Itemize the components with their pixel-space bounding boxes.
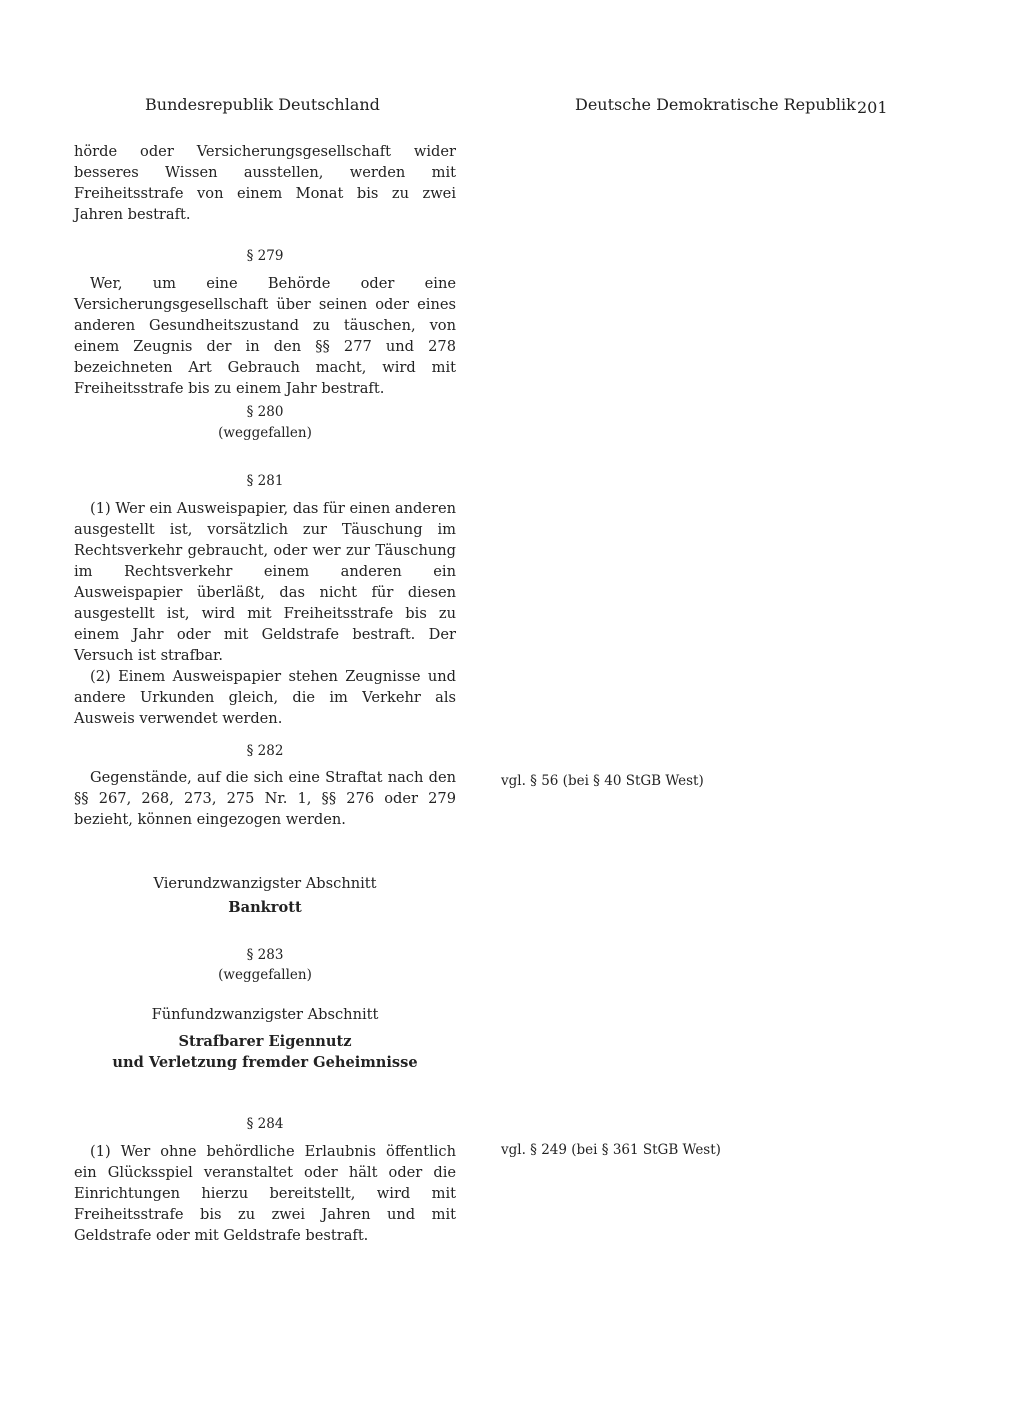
section-284-heading: § 284 bbox=[246, 1116, 284, 1132]
section-281-paragraph-1: (1) Wer ein Ausweispapier, das für einen anderen ausgestellt ist, vorsätzlich zur Täuschung im Rechtsverkehr gebraucht, oder wer zur Täuschung im Rechtsverkehr einem anderen ein Ausweispapier überläßt, das nicht für diesen ausgestellt ist, wird mit Freiheitsstrafe bis zu einem Jahr oder mit Geldstrafe bestraft. Der Versuch ist strafbar. bbox=[74, 500, 456, 664]
section-281-body bbox=[74, 498, 456, 729]
section-279-heading: § 279 bbox=[246, 248, 284, 264]
continuation-text: hörde oder Versicherungsgesellschaft wider besseres Wissen ausstellen, werden mit Freiheitsstrafe von einem Monat bis zu zwei Jahren bestraft. bbox=[74, 143, 456, 223]
chapter-24-label: Vierundzwanzigster Abschnitt bbox=[153, 875, 377, 892]
chapter-24-title: Bankrott bbox=[228, 899, 302, 916]
section-280-note: (weggefallen) bbox=[218, 425, 312, 441]
chapter-25-title-line-2: und Verletzung fremder Geheimnisse bbox=[112, 1054, 418, 1071]
section-281-heading: § 281 bbox=[246, 473, 284, 489]
section-284-body bbox=[74, 1141, 456, 1246]
cross-reference-note-284: vgl. § 249 (bei § 361 StGB West) bbox=[501, 1142, 721, 1158]
section-281-paragraph-2: (2) Einem Ausweispapier stehen Zeugnisse und andere Urkunden gleich, die im Verkehr als Ausweis verwendet werden. bbox=[74, 668, 456, 727]
continuation-paragraph bbox=[74, 141, 456, 225]
chapter-25-label: Fünfundzwanzigster Abschnitt bbox=[151, 1006, 379, 1023]
section-283-note: (weggefallen) bbox=[218, 967, 312, 983]
section-279-text: Wer, um eine Behörde oder eine Versicherungsgesellschaft über seinen oder eines anderen Gesundheitszustand zu täuschen, von einem Zeugnis der in den §§ 277 und 278 bezeichneten Art Gebrauch macht, wird mit Freiheitsstrafe bis zu einem Jahr bestraft. bbox=[74, 275, 456, 397]
section-282-body bbox=[74, 767, 456, 830]
section-280-heading: § 280 bbox=[246, 404, 284, 420]
chapter-25-title-line-1: Strafbarer Eigennutz bbox=[178, 1033, 352, 1050]
section-282-heading: § 282 bbox=[246, 743, 284, 759]
section-284-text: (1) Wer ohne behördliche Erlaubnis öffentlich ein Glücksspiel veranstaltet oder hält oder die Einrichtungen hierzu bereitstellt, wird mit Freiheitsstrafe bis zu zwei Jahren und mit Geldstrafe oder mit Geldstrafe bestraft. bbox=[74, 1143, 456, 1244]
page-number: 201 bbox=[857, 98, 888, 117]
header-left-title: Bundesrepublik Deutschland bbox=[145, 95, 380, 114]
section-283-heading: § 283 bbox=[246, 947, 284, 963]
section-282-text: Gegenstände, auf die sich eine Straftat nach den §§ 267, 268, 273, 275 Nr. 1, §§ 276 oder 279 bezieht, können eingezogen werden. bbox=[74, 769, 456, 828]
cross-reference-note-282: vgl. § 56 (bei § 40 StGB West) bbox=[501, 773, 704, 789]
section-279-body bbox=[74, 273, 456, 399]
header-right-title: Deutsche Demokratische Republik bbox=[575, 95, 856, 114]
